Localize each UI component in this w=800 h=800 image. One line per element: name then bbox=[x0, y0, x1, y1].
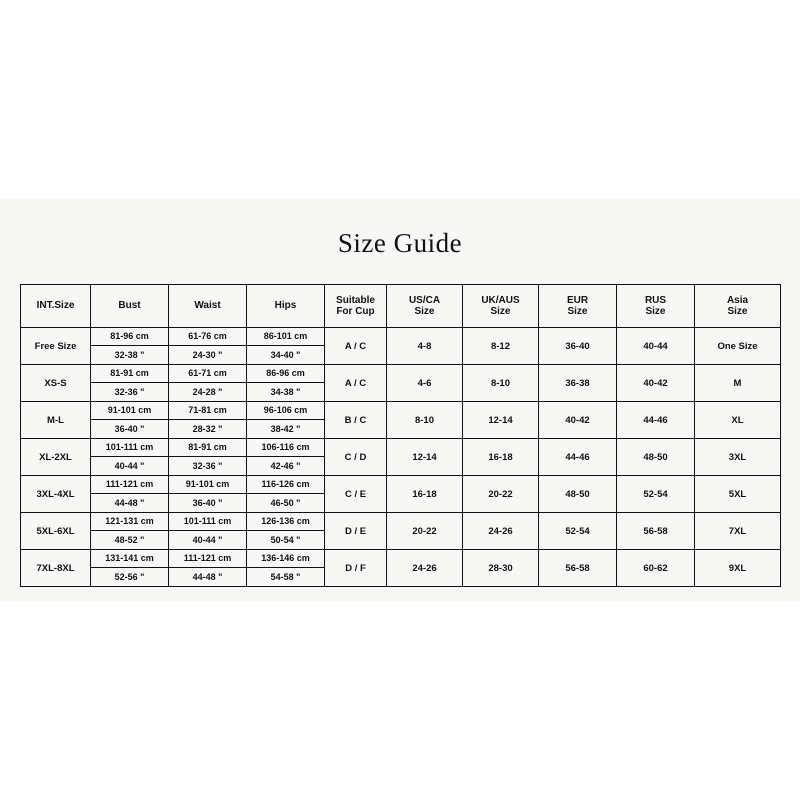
table-header bbox=[21, 285, 781, 328]
cell-cup: A / C bbox=[325, 365, 387, 402]
column-header-asia-size bbox=[695, 285, 781, 328]
table-row bbox=[21, 476, 781, 513]
cell-waist-cm: 111-121 cm bbox=[169, 550, 246, 568]
cell-waist-inch: 36-40 " bbox=[192, 498, 223, 508]
cell-eur: 44-46 bbox=[539, 439, 617, 476]
column-header-asia-size-line1: Asia bbox=[726, 294, 749, 306]
cell-bust-cm: 131-141 cm bbox=[91, 550, 168, 568]
cell-hips bbox=[247, 365, 325, 402]
cell-cup: C / D bbox=[325, 439, 387, 476]
cell-us-ca: 16-18 bbox=[387, 476, 463, 513]
cell-bust bbox=[91, 402, 169, 439]
cell-bust-cm: 111-121 cm bbox=[91, 476, 168, 494]
cell-us-ca: 20-22 bbox=[387, 513, 463, 550]
cell-eur: 36-40 bbox=[539, 328, 617, 365]
cell-us-ca: 4-6 bbox=[387, 365, 463, 402]
cell-hips bbox=[247, 550, 325, 587]
cell-waist-inch: 28-32 " bbox=[192, 424, 223, 434]
cell-cup: C / E bbox=[325, 476, 387, 513]
cell-bust-cm: 101-111 cm bbox=[91, 439, 168, 457]
cell-bust-inch: 52-56 " bbox=[114, 572, 145, 582]
cell-bust-inch: 44-48 " bbox=[114, 498, 145, 508]
cell-waist bbox=[169, 328, 247, 365]
cell-asia: 7XL bbox=[695, 513, 781, 550]
cell-waist bbox=[169, 439, 247, 476]
cell-uk-aus: 28-30 bbox=[463, 550, 539, 587]
column-header-uk-aus-size bbox=[463, 285, 539, 328]
cell-hips-cm: 86-96 cm bbox=[247, 365, 324, 383]
cell-bust-inch: 32-36 " bbox=[114, 387, 145, 397]
cell-waist-cm: 61-76 cm bbox=[169, 328, 246, 346]
cell-waist-cm: 81-91 cm bbox=[169, 439, 246, 457]
cell-asia: 3XL bbox=[695, 439, 781, 476]
cell-hips-cm: 116-126 cm bbox=[247, 476, 324, 494]
column-header-eur-size bbox=[539, 285, 617, 328]
cell-bust-inch: 48-52 " bbox=[114, 535, 145, 545]
cell-asia: 9XL bbox=[695, 550, 781, 587]
cell-cup: D / E bbox=[325, 513, 387, 550]
column-header-us-ca-size bbox=[387, 285, 463, 328]
cell-us-ca: 8-10 bbox=[387, 402, 463, 439]
table-row bbox=[21, 402, 781, 439]
cell-uk-aus: 16-18 bbox=[463, 439, 539, 476]
cell-bust-cm: 81-96 cm bbox=[91, 328, 168, 346]
cell-waist-inch: 32-36 " bbox=[192, 461, 223, 471]
cell-bust-inch: 36-40 " bbox=[114, 424, 145, 434]
cell-cup: B / C bbox=[325, 402, 387, 439]
column-header-rus-size bbox=[617, 285, 695, 328]
cell-hips bbox=[247, 476, 325, 513]
cell-rus: 60-62 bbox=[617, 550, 695, 587]
cell-bust-cm: 91-101 cm bbox=[91, 402, 168, 420]
cell-uk-aus: 8-10 bbox=[463, 365, 539, 402]
cell-bust bbox=[91, 476, 169, 513]
cell-waist-cm: 71-81 cm bbox=[169, 402, 246, 420]
cell-eur: 36-38 bbox=[539, 365, 617, 402]
column-header-int-size: INT.Size bbox=[21, 285, 91, 328]
table-row bbox=[21, 365, 781, 402]
cell-eur: 56-58 bbox=[539, 550, 617, 587]
cell-rus: 48-50 bbox=[617, 439, 695, 476]
cell-hips-inch: 50-54 " bbox=[270, 535, 301, 545]
column-header-uk-aus-size-line2: Size bbox=[490, 306, 511, 317]
cell-waist bbox=[169, 365, 247, 402]
cell-int-size: 5XL-6XL bbox=[21, 513, 91, 550]
cell-us-ca: 12-14 bbox=[387, 439, 463, 476]
cell-bust bbox=[91, 439, 169, 476]
cell-cup: A / C bbox=[325, 328, 387, 365]
column-header-rus-size-line2: Size bbox=[645, 306, 666, 317]
table-row bbox=[21, 513, 781, 550]
cell-rus: 56-58 bbox=[617, 513, 695, 550]
cell-eur: 52-54 bbox=[539, 513, 617, 550]
cell-asia: One Size bbox=[695, 328, 781, 365]
cell-uk-aus: 12-14 bbox=[463, 402, 539, 439]
table-body bbox=[21, 328, 781, 587]
cell-asia: M bbox=[695, 365, 781, 402]
cell-hips-inch: 46-50 " bbox=[270, 498, 301, 508]
cell-eur: 48-50 bbox=[539, 476, 617, 513]
column-header-hips: Hips bbox=[247, 285, 325, 328]
table-header-row bbox=[21, 285, 781, 328]
cell-bust bbox=[91, 550, 169, 587]
cell-hips-inch: 34-40 " bbox=[270, 350, 301, 360]
cell-bust bbox=[91, 328, 169, 365]
cell-hips bbox=[247, 402, 325, 439]
cell-asia: 5XL bbox=[695, 476, 781, 513]
cell-int-size: 3XL-4XL bbox=[21, 476, 91, 513]
column-header-uk-aus-size-line1: UK/AUS bbox=[481, 294, 520, 306]
cell-waist bbox=[169, 476, 247, 513]
cell-bust bbox=[91, 513, 169, 550]
cell-hips-inch: 54-58 " bbox=[270, 572, 301, 582]
cell-hips-cm: 136-146 cm bbox=[247, 550, 324, 568]
cell-waist-inch: 24-30 " bbox=[192, 350, 223, 360]
cell-waist bbox=[169, 402, 247, 439]
cell-asia: XL bbox=[695, 402, 781, 439]
cell-us-ca: 4-8 bbox=[387, 328, 463, 365]
column-header-asia-size-line2: Size bbox=[727, 306, 748, 317]
cell-bust-inch: 40-44 " bbox=[114, 461, 145, 471]
cell-int-size: Free Size bbox=[21, 328, 91, 365]
cell-hips-inch: 38-42 " bbox=[270, 424, 301, 434]
cell-hips-cm: 96-106 cm bbox=[247, 402, 324, 420]
cell-waist bbox=[169, 513, 247, 550]
cell-bust bbox=[91, 365, 169, 402]
column-header-rus-size-line1: RUS bbox=[644, 294, 667, 306]
column-header-eur-size-line2: Size bbox=[567, 306, 588, 317]
size-guide-table bbox=[20, 284, 781, 587]
table-row bbox=[21, 550, 781, 587]
cell-waist bbox=[169, 550, 247, 587]
column-header-us-ca-size-line2: Size bbox=[414, 306, 435, 317]
cell-bust-inch: 32-38 " bbox=[114, 350, 145, 360]
cell-int-size: 7XL-8XL bbox=[21, 550, 91, 587]
cell-rus: 52-54 bbox=[617, 476, 695, 513]
cell-waist-cm: 101-111 cm bbox=[169, 513, 246, 531]
column-header-us-ca-size-line1: US/CA bbox=[408, 294, 441, 306]
table-row bbox=[21, 328, 781, 365]
table-row bbox=[21, 439, 781, 476]
cell-waist-cm: 61-71 cm bbox=[169, 365, 246, 383]
cell-int-size: XL-2XL bbox=[21, 439, 91, 476]
column-header-suitable-for-cup-line2: For Cup bbox=[336, 306, 375, 317]
cell-uk-aus: 24-26 bbox=[463, 513, 539, 550]
cell-bust-cm: 121-131 cm bbox=[91, 513, 168, 531]
cell-int-size: M-L bbox=[21, 402, 91, 439]
column-header-waist: Waist bbox=[169, 285, 247, 328]
column-header-suitable-for-cup bbox=[325, 285, 387, 328]
cell-waist-inch: 24-28 " bbox=[192, 387, 223, 397]
page-title: Size Guide bbox=[337, 228, 463, 258]
cell-rus: 40-42 bbox=[617, 365, 695, 402]
cell-hips-inch: 42-46 " bbox=[270, 461, 301, 471]
cell-waist-inch: 40-44 " bbox=[192, 535, 223, 545]
cell-hips bbox=[247, 328, 325, 365]
cell-waist-inch: 44-48 " bbox=[192, 572, 223, 582]
cell-uk-aus: 8-12 bbox=[463, 328, 539, 365]
cell-int-size: XS-S bbox=[21, 365, 91, 402]
cell-eur: 40-42 bbox=[539, 402, 617, 439]
cell-hips-cm: 126-136 cm bbox=[247, 513, 324, 531]
column-header-suitable-for-cup-line1: Suitable bbox=[336, 294, 375, 306]
cell-us-ca: 24-26 bbox=[387, 550, 463, 587]
cell-uk-aus: 20-22 bbox=[463, 476, 539, 513]
cell-hips-inch: 34-38 " bbox=[270, 387, 301, 397]
cell-hips-cm: 86-101 cm bbox=[247, 328, 324, 346]
cell-bust-cm: 81-91 cm bbox=[91, 365, 168, 383]
cell-hips bbox=[247, 439, 325, 476]
cell-hips bbox=[247, 513, 325, 550]
cell-cup: D / F bbox=[325, 550, 387, 587]
cell-waist-cm: 91-101 cm bbox=[169, 476, 246, 494]
column-header-eur-size-line1: EUR bbox=[566, 294, 589, 306]
cell-hips-cm: 106-116 cm bbox=[247, 439, 324, 457]
cell-rus: 40-44 bbox=[617, 328, 695, 365]
column-header-bust: Bust bbox=[91, 285, 169, 328]
size-guide-table-wrapper bbox=[20, 284, 780, 587]
cell-rus: 44-46 bbox=[617, 402, 695, 439]
